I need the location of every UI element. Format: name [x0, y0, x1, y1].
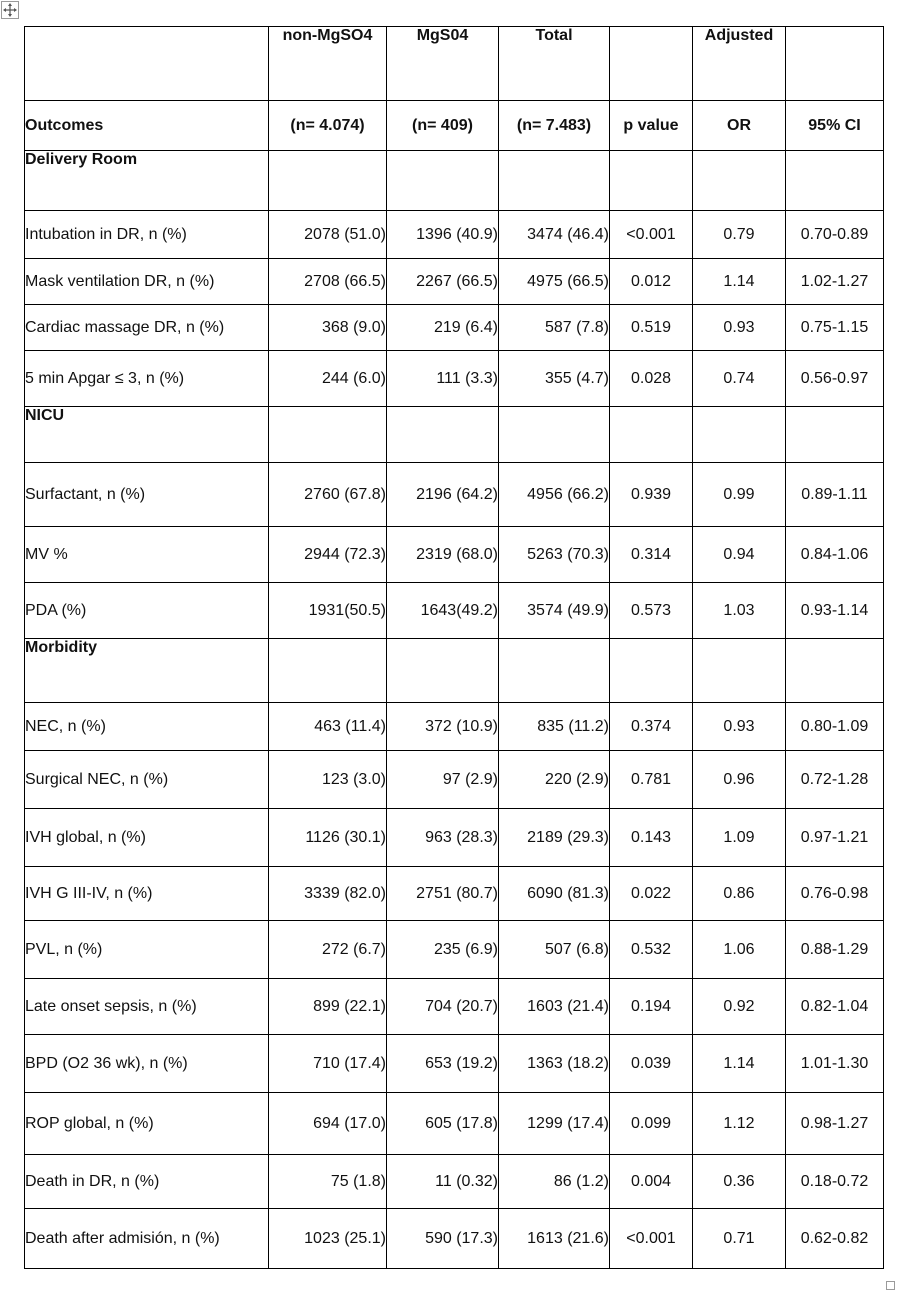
outcomes-table [24, 26, 884, 1269]
table-row [25, 211, 884, 259]
section-title: Morbidity [25, 639, 269, 703]
p-value: 0.039 [610, 1035, 693, 1093]
total-value: 587 (7.8) [499, 305, 610, 351]
total-value: 1603 (21.4) [499, 979, 610, 1035]
mgso4-value: 2267 (66.5) [387, 259, 499, 305]
table-row [25, 351, 884, 407]
or-value: 0.71 [693, 1209, 786, 1269]
or-value: 0.93 [693, 703, 786, 751]
ci-value: 0.82-1.04 [786, 979, 884, 1035]
or-value: 1.14 [693, 259, 786, 305]
table-row [25, 921, 884, 979]
or-value: 1.09 [693, 809, 786, 867]
mgso4-value: 704 (20.7) [387, 979, 499, 1035]
total-value: 835 (11.2) [499, 703, 610, 751]
total-value: 1299 (17.4) [499, 1093, 610, 1155]
mgso4-value: 2319 (68.0) [387, 527, 499, 583]
total-value: 5263 (70.3) [499, 527, 610, 583]
row-label: Death in DR, n (%) [25, 1155, 269, 1209]
non-mgso4-value: 899 (22.1) [269, 979, 387, 1035]
table-row [25, 305, 884, 351]
or-value: 0.94 [693, 527, 786, 583]
p-value: <0.001 [610, 1209, 693, 1269]
row-label: BPD (O2 36 wk), n (%) [25, 1035, 269, 1093]
non-mgso4-value: 368 (9.0) [269, 305, 387, 351]
header-ci: 95% CI [786, 101, 884, 151]
p-value: 0.781 [610, 751, 693, 809]
table-row [25, 867, 884, 921]
header-outcomes: Outcomes [25, 101, 269, 151]
row-label: ROP global, n (%) [25, 1093, 269, 1155]
or-value: 0.96 [693, 751, 786, 809]
header-cell [610, 27, 693, 101]
p-value: 0.519 [610, 305, 693, 351]
table-row [25, 583, 884, 639]
section-row [25, 151, 884, 211]
row-label: 5 min Apgar ≤ 3, n (%) [25, 351, 269, 407]
table-row [25, 979, 884, 1035]
table-row [25, 527, 884, 583]
p-value: 0.939 [610, 463, 693, 527]
ci-value: 0.56-0.97 [786, 351, 884, 407]
header-n-total: (n= 7.483) [499, 101, 610, 151]
ci-value: 0.93-1.14 [786, 583, 884, 639]
mgso4-value: 372 (10.9) [387, 703, 499, 751]
table-row [25, 259, 884, 305]
mgso4-value: 235 (6.9) [387, 921, 499, 979]
table-row [25, 751, 884, 809]
empty-cell [269, 151, 387, 211]
total-value: 6090 (81.3) [499, 867, 610, 921]
section-title: NICU [25, 407, 269, 463]
row-label: Surfactant, n (%) [25, 463, 269, 527]
non-mgso4-value: 463 (11.4) [269, 703, 387, 751]
empty-cell [693, 639, 786, 703]
row-label: PVL, n (%) [25, 921, 269, 979]
p-value: 0.573 [610, 583, 693, 639]
empty-cell [387, 407, 499, 463]
total-value: 220 (2.9) [499, 751, 610, 809]
non-mgso4-value: 1126 (30.1) [269, 809, 387, 867]
mgso4-value: 963 (28.3) [387, 809, 499, 867]
ci-value: 0.89-1.11 [786, 463, 884, 527]
non-mgso4-value: 2760 (67.8) [269, 463, 387, 527]
row-label: Mask ventilation DR, n (%) [25, 259, 269, 305]
table-resize-handle-icon[interactable] [886, 1281, 895, 1290]
empty-cell [693, 407, 786, 463]
mgso4-value: 590 (17.3) [387, 1209, 499, 1269]
non-mgso4-value: 123 (3.0) [269, 751, 387, 809]
header-or: OR [693, 101, 786, 151]
p-value: 0.143 [610, 809, 693, 867]
non-mgso4-value: 75 (1.8) [269, 1155, 387, 1209]
total-value: 4956 (66.2) [499, 463, 610, 527]
section-title: Delivery Room [25, 151, 269, 211]
section-row [25, 639, 884, 703]
non-mgso4-value: 2708 (66.5) [269, 259, 387, 305]
table-row [25, 1093, 884, 1155]
non-mgso4-value: 1023 (25.1) [269, 1209, 387, 1269]
or-value: 0.99 [693, 463, 786, 527]
ci-value: 0.84-1.06 [786, 527, 884, 583]
non-mgso4-value: 694 (17.0) [269, 1093, 387, 1155]
empty-cell [499, 407, 610, 463]
total-value: 1613 (21.6) [499, 1209, 610, 1269]
p-value: 0.028 [610, 351, 693, 407]
non-mgso4-value: 3339 (82.0) [269, 867, 387, 921]
table-row [25, 1035, 884, 1093]
non-mgso4-value: 244 (6.0) [269, 351, 387, 407]
header-total: Total [499, 27, 610, 101]
mgso4-value: 97 (2.9) [387, 751, 499, 809]
header-n-mgso4: (n= 409) [387, 101, 499, 151]
row-label: IVH G III-IV, n (%) [25, 867, 269, 921]
ci-value: 1.02-1.27 [786, 259, 884, 305]
total-value: 86 (1.2) [499, 1155, 610, 1209]
header-row-1 [25, 27, 884, 101]
empty-cell [387, 639, 499, 703]
non-mgso4-value: 272 (6.7) [269, 921, 387, 979]
header-p-value: p value [610, 101, 693, 151]
row-label: NEC, n (%) [25, 703, 269, 751]
mgso4-value: 2196 (64.2) [387, 463, 499, 527]
or-value: 1.06 [693, 921, 786, 979]
header-non-mgso4: non-MgSO4 [269, 27, 387, 101]
total-value: 507 (6.8) [499, 921, 610, 979]
p-value: 0.099 [610, 1093, 693, 1155]
total-value: 3574 (49.9) [499, 583, 610, 639]
or-value: 1.12 [693, 1093, 786, 1155]
or-value: 0.86 [693, 867, 786, 921]
section-row [25, 407, 884, 463]
total-value: 355 (4.7) [499, 351, 610, 407]
p-value: 0.004 [610, 1155, 693, 1209]
table-move-handle-icon[interactable] [1, 1, 19, 19]
row-label: Late onset sepsis, n (%) [25, 979, 269, 1035]
or-value: 1.03 [693, 583, 786, 639]
ci-value: 0.88-1.29 [786, 921, 884, 979]
or-value: 1.14 [693, 1035, 786, 1093]
empty-cell [610, 151, 693, 211]
empty-cell [693, 151, 786, 211]
ci-value: 0.80-1.09 [786, 703, 884, 751]
or-value: 0.79 [693, 211, 786, 259]
or-value: 0.92 [693, 979, 786, 1035]
p-value: 0.194 [610, 979, 693, 1035]
empty-cell [499, 151, 610, 211]
ci-value: 0.75-1.15 [786, 305, 884, 351]
empty-cell [269, 407, 387, 463]
total-value: 2189 (29.3) [499, 809, 610, 867]
mgso4-value: 219 (6.4) [387, 305, 499, 351]
p-value: 0.022 [610, 867, 693, 921]
total-value: 1363 (18.2) [499, 1035, 610, 1093]
p-value: 0.314 [610, 527, 693, 583]
mgso4-value: 11 (0.32) [387, 1155, 499, 1209]
row-label: PDA (%) [25, 583, 269, 639]
empty-cell [610, 639, 693, 703]
mgso4-value: 1396 (40.9) [387, 211, 499, 259]
non-mgso4-value: 2078 (51.0) [269, 211, 387, 259]
table-row [25, 1209, 884, 1269]
header-adjusted: Adjusted [693, 27, 786, 101]
total-value: 4975 (66.5) [499, 259, 610, 305]
non-mgso4-value: 1931(50.5) [269, 583, 387, 639]
empty-cell [786, 639, 884, 703]
empty-cell [387, 151, 499, 211]
ci-value: 1.01-1.30 [786, 1035, 884, 1093]
p-value: 0.374 [610, 703, 693, 751]
mgso4-value: 653 (19.2) [387, 1035, 499, 1093]
empty-cell [269, 639, 387, 703]
ci-value: 0.72-1.28 [786, 751, 884, 809]
empty-cell [499, 639, 610, 703]
ci-value: 0.62-0.82 [786, 1209, 884, 1269]
total-value: 3474 (46.4) [499, 211, 610, 259]
table-row [25, 1155, 884, 1209]
non-mgso4-value: 2944 (72.3) [269, 527, 387, 583]
or-value: 0.36 [693, 1155, 786, 1209]
empty-cell [786, 151, 884, 211]
header-mgso4: MgS04 [387, 27, 499, 101]
table-row [25, 809, 884, 867]
table-row [25, 703, 884, 751]
mgso4-value: 111 (3.3) [387, 351, 499, 407]
p-value: 0.532 [610, 921, 693, 979]
ci-value: 0.98-1.27 [786, 1093, 884, 1155]
p-value: 0.012 [610, 259, 693, 305]
or-value: 0.93 [693, 305, 786, 351]
move-arrows-icon [3, 3, 17, 17]
mgso4-value: 605 (17.8) [387, 1093, 499, 1155]
row-label: Surgical NEC, n (%) [25, 751, 269, 809]
header-row-2 [25, 101, 884, 151]
ci-value: 0.70-0.89 [786, 211, 884, 259]
header-cell [786, 27, 884, 101]
table-row [25, 463, 884, 527]
mgso4-value: 1643(49.2) [387, 583, 499, 639]
row-label: Cardiac massage DR, n (%) [25, 305, 269, 351]
row-label: IVH global, n (%) [25, 809, 269, 867]
mgso4-value: 2751 (80.7) [387, 867, 499, 921]
ci-value: 0.97-1.21 [786, 809, 884, 867]
p-value: <0.001 [610, 211, 693, 259]
ci-value: 0.18-0.72 [786, 1155, 884, 1209]
non-mgso4-value: 710 (17.4) [269, 1035, 387, 1093]
row-label: Intubation in DR, n (%) [25, 211, 269, 259]
ci-value: 0.76-0.98 [786, 867, 884, 921]
row-label: MV % [25, 527, 269, 583]
or-value: 0.74 [693, 351, 786, 407]
empty-cell [610, 407, 693, 463]
row-label: Death after admisión, n (%) [25, 1209, 269, 1269]
header-cell [25, 27, 269, 101]
header-n-non-mgso4: (n= 4.074) [269, 101, 387, 151]
empty-cell [786, 407, 884, 463]
